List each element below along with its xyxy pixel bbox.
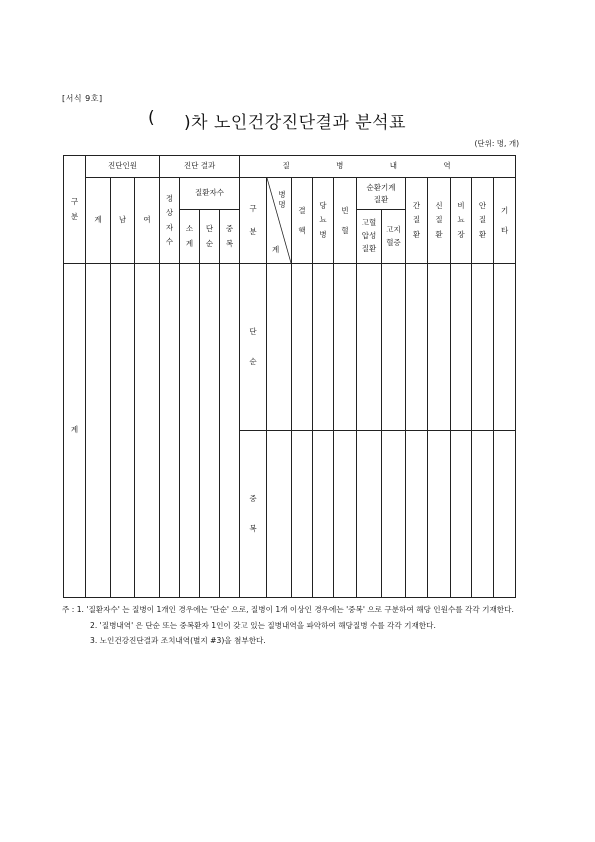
header-examinees: 진단인원: [86, 156, 160, 178]
header-single: 단순: [200, 210, 220, 264]
header-diseases: 질 병 내 역: [240, 156, 516, 178]
table-row: [64, 264, 516, 431]
header-disease-name: 병명: [278, 190, 286, 209]
header-disease-diagonal: [267, 178, 292, 264]
note-1: 주 : 1. '질환자수' 는 질병이 1개인 경우에는 '단순' 으로, 질병이 1개 이상인 경우에는 '중복' 으로 구분하여 해당 인원수를 각각 기재한다.: [62, 605, 514, 614]
header-tuberculosis: 결핵: [292, 178, 313, 264]
unit-label: (단위: 명, 개): [474, 139, 519, 148]
note-2: 2. '질병내역' 은 단순 또는 중복환자 1인이 갖고 있는 질병내역을 파악하여 해당질병 수를 각각 기재한다.: [90, 620, 436, 630]
header-other: 기타: [494, 178, 516, 264]
header-sub-category: 구분: [240, 178, 267, 264]
form-number: [서식 9호]: [62, 94, 103, 103]
header-eye: 안질환: [472, 178, 494, 264]
row-label-single: 단순: [240, 264, 267, 431]
header-multiple: 중복: [220, 210, 240, 264]
header-diabetes: 당뇨병: [313, 178, 334, 264]
header-anemia: 빈혈: [334, 178, 357, 264]
title-paren: (: [148, 108, 156, 128]
header-total: 계: [86, 178, 111, 264]
header-hypertension: 고혈압성질환: [357, 210, 382, 264]
row-label-multiple: 중복: [240, 431, 267, 598]
header-results: 진단 결과: [160, 156, 240, 178]
header-normal: 정상자수: [160, 178, 180, 264]
header-urinary: 비뇨장: [451, 178, 472, 264]
header-female: 여: [135, 178, 160, 264]
header-liver: 간질환: [406, 178, 428, 264]
header-circulatory: 순환기계질환: [357, 178, 406, 210]
header-kidney: 신질환: [428, 178, 451, 264]
header-subtotal: 소계: [180, 210, 200, 264]
note-3: 3. 노인건강진단결과 조치내역(별지 #3)을 첨부한다.: [90, 636, 266, 645]
title-text: )차 노인건강진단결과 분석표: [184, 113, 407, 133]
header-disease-total: 계: [272, 244, 280, 254]
analysis-table: [63, 155, 516, 598]
header-hyperlipidemia: 고지혈증: [382, 210, 406, 264]
row-label-total: 계: [64, 264, 86, 598]
header-male: 남: [111, 178, 135, 264]
header-category: 구분: [64, 156, 86, 264]
notes: [62, 602, 522, 649]
header-patients: 질환자수: [180, 178, 240, 210]
